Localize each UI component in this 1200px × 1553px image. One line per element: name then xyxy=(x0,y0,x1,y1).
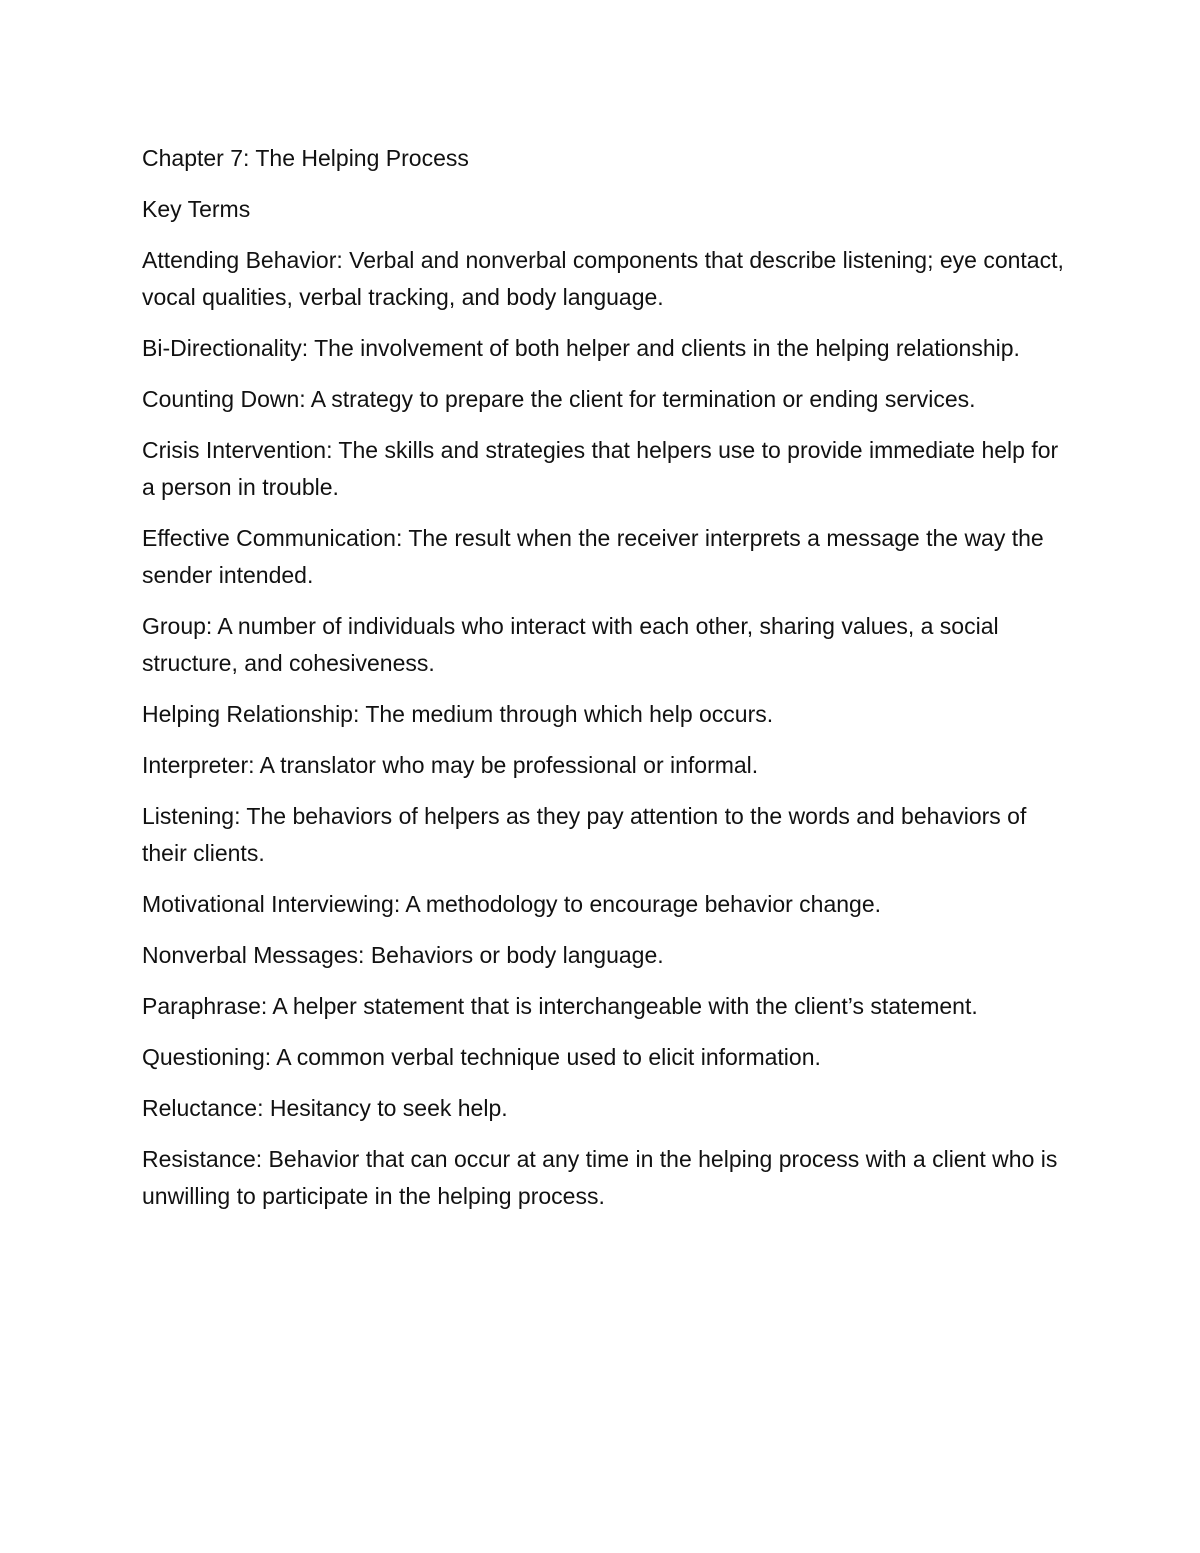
term-entry: Listening: The behaviors of helpers as they pay attention to the words and behaviors of their clients. xyxy=(142,803,1027,866)
key-terms-list xyxy=(142,242,1072,1215)
term-entry: Attending Behavior: Verbal and nonverbal components that describe listening; eye contact, vocal qualities, verbal tracking, and body language. xyxy=(142,247,1064,310)
term-entry: Paraphrase: A helper statement that is interchangeable with the client’s statement. xyxy=(142,993,978,1019)
term-entry: Counting Down: A strategy to prepare the client for termination or ending services. xyxy=(142,386,976,412)
document-subtitle: Key Terms xyxy=(142,196,251,222)
term-entry: Nonverbal Messages: Behaviors or body language. xyxy=(142,942,664,968)
document-page xyxy=(142,140,1072,1229)
term-entry: Motivational Interviewing: A methodology to encourage behavior change. xyxy=(142,891,882,917)
term-entry: Reluctance: Hesitancy to seek help. xyxy=(142,1095,508,1121)
term-entry: Crisis Intervention: The skills and strategies that helpers use to provide immediate help for a person in trouble. xyxy=(142,437,1059,500)
document-title: Chapter 7: The Helping Process xyxy=(142,145,469,171)
term-entry: Helping Relationship: The medium through which help occurs. xyxy=(142,701,774,727)
term-entry: Questioning: A common verbal technique used to elicit information. xyxy=(142,1044,821,1070)
term-entry: Group: A number of individuals who interact with each other, sharing values, a social structure, and cohesiveness. xyxy=(142,613,999,676)
term-entry: Interpreter: A translator who may be professional or informal. xyxy=(142,752,759,778)
term-entry: Resistance: Behavior that can occur at any time in the helping process with a client who is unwilling to participate in the helping process. xyxy=(142,1146,1058,1209)
term-entry: Effective Communication: The result when the receiver interprets a message the way the sender intended. xyxy=(142,525,1044,588)
term-entry: Bi-Directionality: The involvement of both helper and clients in the helping relationship. xyxy=(142,335,1020,361)
